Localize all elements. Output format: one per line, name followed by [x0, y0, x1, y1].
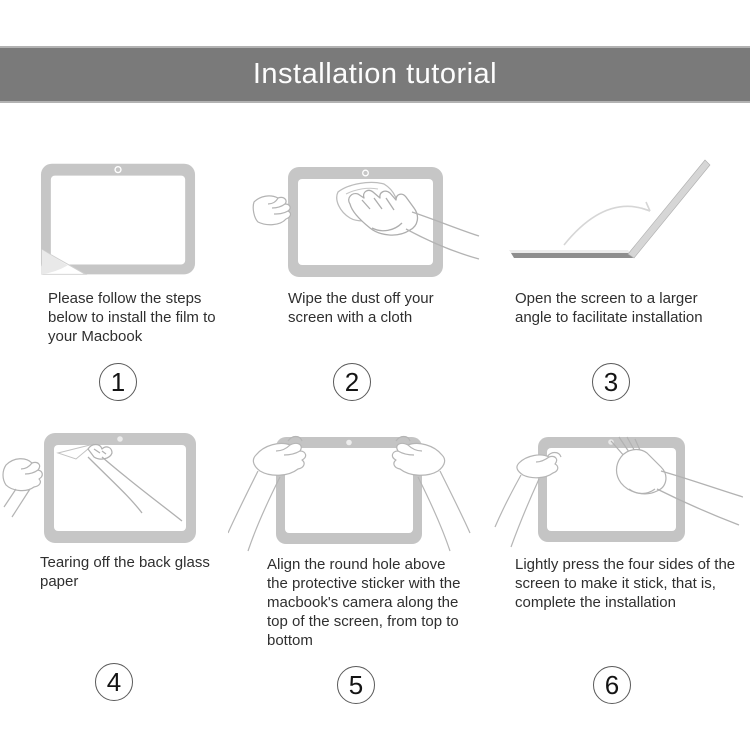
- laptop-base-top: [509, 250, 630, 253]
- step2-caption: Wipe the dust off your screen with a cloth: [288, 290, 434, 326]
- step3-number-badge: 3: [592, 363, 630, 401]
- press-sides-icon: [493, 427, 743, 549]
- step1-number-badge: 1: [99, 363, 137, 401]
- step2-illustration: [252, 156, 480, 282]
- step5-caption: Align the round hole above the protective sticker with the macbook's camera along the top of the screen, from top to bottom: [267, 556, 461, 649]
- camera-dot-icon: [346, 440, 352, 446]
- step4-number-badge: 4: [95, 663, 133, 701]
- step1-illustration: [40, 162, 198, 278]
- header-bar: [0, 46, 750, 103]
- align-film-icon: [228, 427, 483, 552]
- step3-caption: Open the screen to a larger angle to facilitate installation: [515, 290, 703, 326]
- step5-number-badge: 5: [337, 666, 375, 704]
- device-screen: [51, 176, 185, 265]
- page-title: Installation tutorial: [252, 58, 498, 90]
- device-screen: [285, 448, 413, 533]
- laptop-screen: [628, 160, 710, 258]
- step5-illustration: [228, 427, 483, 552]
- step3-illustration: [500, 155, 720, 267]
- step4-illustration: [2, 423, 242, 553]
- step4-caption: Tearing off the back glass paper: [40, 554, 210, 590]
- camera-dot-icon: [117, 436, 123, 442]
- open-arrow-icon: [564, 202, 650, 245]
- step6-caption: Lightly press the four sides of the screen to make it stick, that is, complete the installation: [515, 556, 736, 611]
- open-laptop-icon: [500, 155, 720, 267]
- film-peeled-corner-icon: [40, 162, 198, 278]
- laptop-base: [511, 253, 633, 258]
- step2-number-badge: 2: [333, 363, 371, 401]
- left-hand: [253, 196, 290, 225]
- step6-number-badge: 6: [593, 666, 631, 704]
- tearing-paper-icon: [2, 423, 242, 553]
- step6-illustration: [493, 427, 743, 549]
- wipe-cloth-icon: [252, 156, 480, 282]
- step1-caption: Please follow the steps below to install the film to your Macbook: [48, 290, 216, 345]
- left-hand: [3, 459, 42, 517]
